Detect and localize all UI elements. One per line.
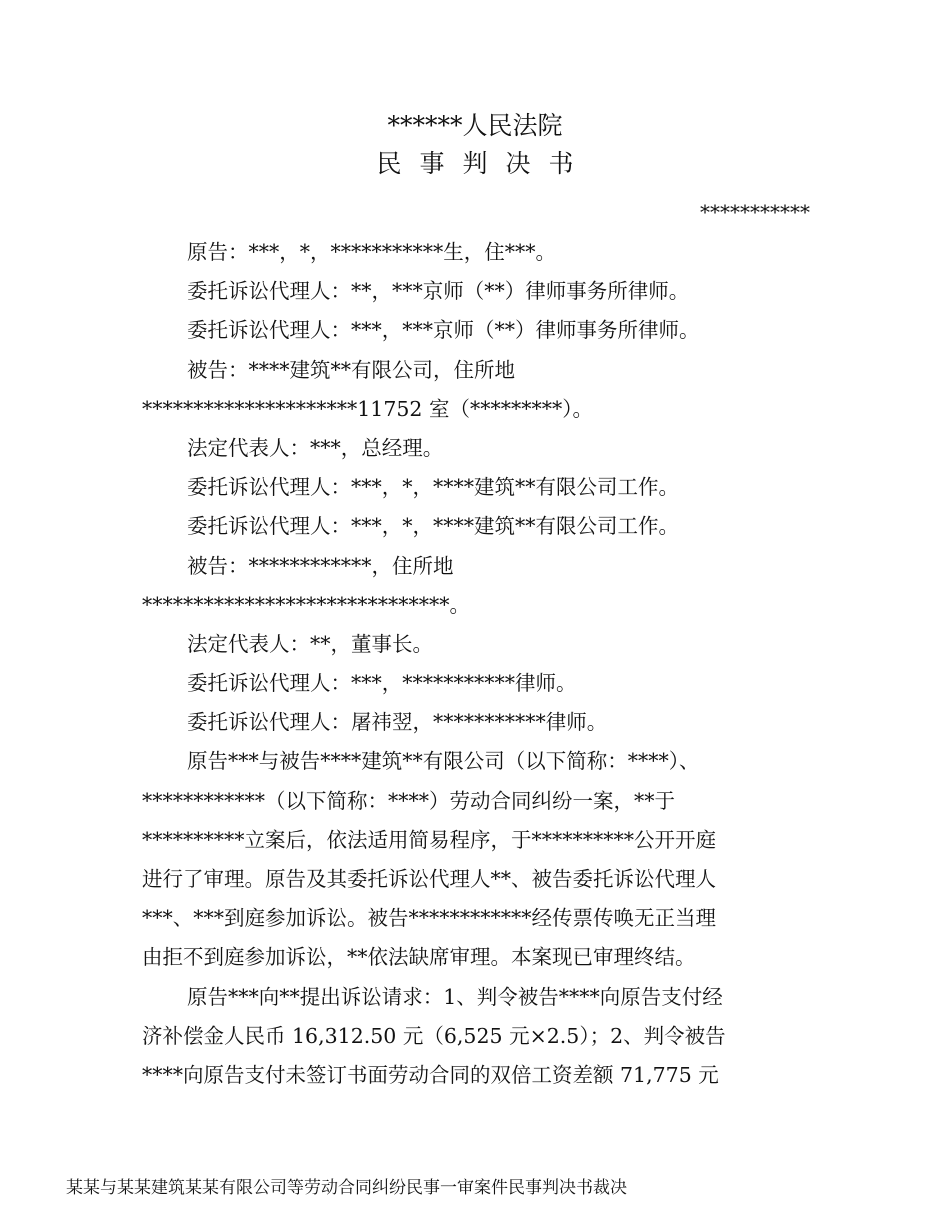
body-line: ****向原告支付未签订书面劳动合同的双倍工资差额 71,775 元 (142, 1062, 719, 1087)
body-line: 由拒不到庭参加诉讼，**依法缺席审理。本案现已审理终结。 (142, 945, 696, 970)
footer-document-title: 某某与某某建筑某某有限公司等劳动合同纠纷民事一审案件民事判决书裁决 (66, 1178, 627, 1198)
body-line: 法定代表人：***，总经理。 (187, 435, 444, 460)
case-number: *********** (700, 200, 810, 224)
body-line: 被告：************，住所地 (187, 553, 454, 578)
body-line: 法定代表人：**，董事长。 (187, 631, 433, 656)
body-line: 委托诉讼代理人：屠祎翌，***********律师。 (187, 710, 608, 735)
body-line: 委托诉讼代理人：***，*，****建筑**有限公司工作。 (187, 475, 679, 500)
body-line: 原告***向**提出诉讼请求：1、判令被告****向原告支付经 (187, 984, 723, 1009)
body-line: 被告：****建筑**有限公司，住所地 (187, 357, 515, 382)
body-line: 原告***与被告****建筑**有限公司（以下简称：****）、 (187, 749, 700, 774)
body-line: 济补偿金人民币 16,312.50 元（6,525 元×2.5）；2、判令被告 (142, 1023, 726, 1048)
body-line: 委托诉讼代理人：***，*，****建筑**有限公司工作。 (187, 514, 679, 539)
body-line: 委托诉讼代理人：***，***********律师。 (187, 671, 577, 696)
body-line: ******************************。 (142, 592, 470, 617)
body-line: *********************11752 室（*********）。 (142, 396, 593, 421)
body-line: 委托诉讼代理人：**，***京师（**）律师事务所律师。 (187, 279, 690, 304)
judgment-body (142, 233, 812, 1095)
body-line: ***、***到庭参加诉讼。被告************经传票传唤无正当理 (142, 906, 716, 931)
body-line: 委托诉讼代理人：***，***京师（**）律师事务所律师。 (187, 318, 700, 343)
body-line: ************（以下简称：****）劳动合同纠纷一案，**于 (142, 788, 675, 813)
body-line: 进行了审理。原告及其委托诉讼代理人**、被告委托诉讼代理人 (142, 867, 716, 891)
document-type-heading: 民事判决书 (376, 149, 592, 178)
body-line: **********立案后，依法适用简易程序，于**********公开开庭 (142, 827, 716, 852)
body-line: 原告：***，*，***********生，住***。 (187, 240, 556, 264)
court-name: ******人民法院 (387, 111, 563, 140)
